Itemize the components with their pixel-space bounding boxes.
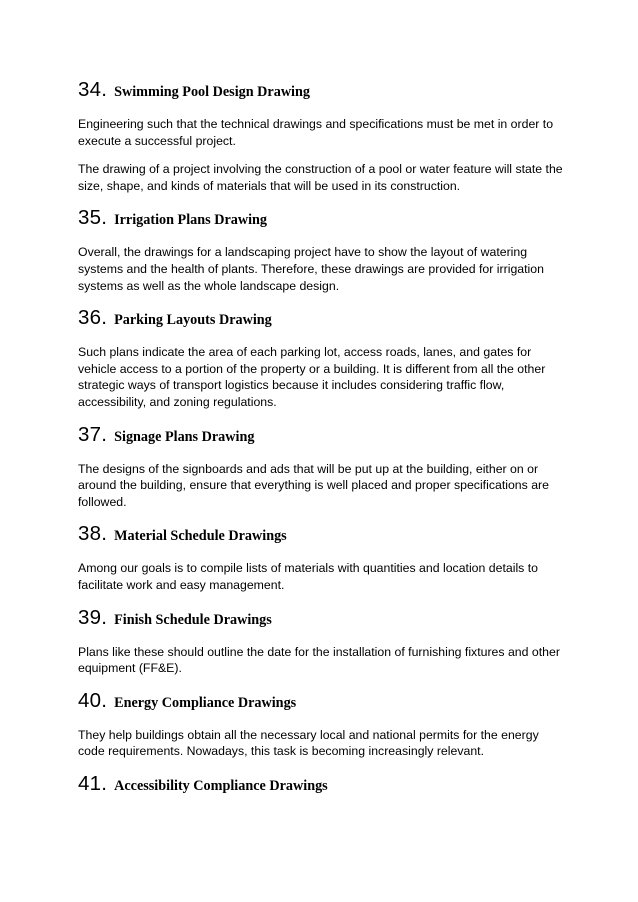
section-41	[78, 772, 568, 798]
section-number: 41.	[78, 771, 108, 795]
section-heading	[78, 772, 568, 798]
section-number: 39.	[78, 605, 108, 629]
section-title: Energy Compliance Drawings	[114, 694, 297, 711]
section-number: 37.	[78, 422, 108, 446]
section-number: 38.	[78, 522, 108, 546]
section-paragraph: Such plans indicate the area of each parking lot, access roads, lanes, and gates for vehicle access to a portion of the property or a building. It is different from all the other strategic ways of transport logistics because it includes considering traffic flow, accessibility, and zoning regulations.	[78, 345, 546, 409]
section-heading	[78, 306, 568, 332]
section-title: Accessibility Compliance Drawings	[114, 777, 328, 794]
section-34	[78, 78, 568, 194]
section-39	[78, 606, 568, 677]
section-number: 34.	[78, 78, 108, 101]
section-heading	[78, 423, 568, 449]
section-paragraph: The drawing of a project involving the construction of a pool or water feature will state the size, shape, and kinds of materials that will be used in its construction.	[78, 162, 563, 193]
section-paragraph: The designs of the signboards and ads that will be put up at the building, either on or around the building, ensure that everything is well placed and proper specifications are followed.	[78, 461, 549, 509]
section-number: 40.	[78, 688, 108, 712]
section-paragraph: Among our goals is to compile lists of materials with quantities and location details to facilitate work and easy management.	[78, 561, 538, 592]
section-title: Material Schedule Drawings	[114, 528, 287, 545]
section-paragraph: Plans like these should outline the date for the installation of furnishing fixtures and other equipment (FF&E).	[78, 644, 560, 676]
section-40	[78, 689, 568, 760]
section-paragraph: They help buildings obtain all the necessary local and national permits for the energy code requirements. Nowadays, this task is becoming increasingly relevant.	[78, 727, 539, 759]
section-number: 36.	[78, 306, 108, 330]
section-number: 35.	[78, 206, 108, 230]
section-heading	[78, 606, 568, 632]
section-heading	[78, 522, 568, 548]
section-title: Finish Schedule Drawings	[114, 611, 272, 628]
section-title: Irrigation Plans Drawing	[114, 212, 268, 229]
section-title: Parking Layouts Drawing	[114, 312, 272, 329]
section-heading	[78, 206, 568, 232]
section-paragraph: Engineering such that the technical drawings and specifications must be met in order to execute a successful project.	[78, 117, 554, 148]
section-37	[78, 423, 568, 511]
section-36	[78, 306, 568, 410]
section-paragraph: Overall, the drawings for a landscaping project have to show the layout of watering systems and the health of plants. Therefore, these drawings are provided for irrigation systems as well as the whole landscape design.	[78, 245, 544, 293]
section-38	[78, 522, 568, 593]
section-35	[78, 206, 568, 294]
section-heading	[78, 78, 568, 104]
section-heading	[78, 689, 568, 715]
section-title: Swimming Pool Design Drawing	[114, 84, 310, 100]
section-title: Signage Plans Drawing	[114, 428, 255, 445]
document-content	[78, 78, 568, 810]
